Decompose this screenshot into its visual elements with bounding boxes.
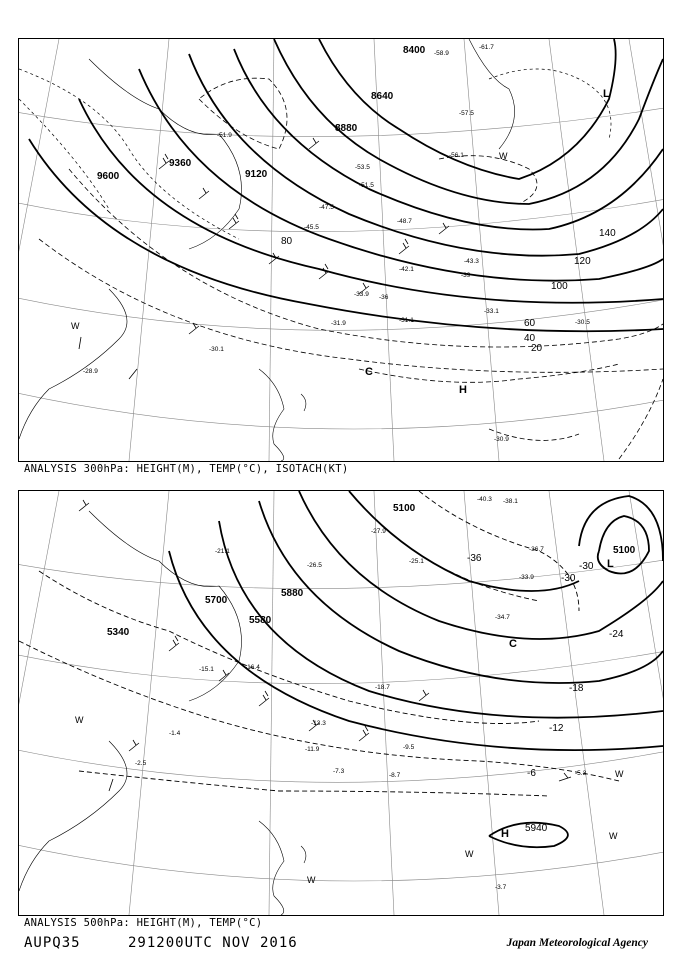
temp-value: -7.3 <box>333 768 345 775</box>
isotherm-label: -36 <box>467 553 482 564</box>
temp-value: -33.9 <box>354 291 369 298</box>
temp-value: -40.3 <box>477 496 492 503</box>
weather-mark: W <box>609 831 618 841</box>
temp-value: -8.7 <box>389 772 401 779</box>
temp-value: -31.1 <box>399 317 414 324</box>
isotach-label: 100 <box>551 281 568 292</box>
temp-value: -9.5 <box>403 744 415 751</box>
temp-value: -11.9 <box>305 746 320 753</box>
map-500hpa-svg <box>19 491 663 915</box>
height-label: 8640 <box>371 91 394 102</box>
height-label: 8880 <box>335 123 358 134</box>
temp-value: -56.1 <box>449 152 464 159</box>
temp-value: -61.7 <box>479 44 494 51</box>
weather-mark: W <box>71 321 80 331</box>
isotach-label: 20 <box>531 343 543 354</box>
cold-center-marker: C <box>365 366 373 378</box>
low-center-marker: L <box>603 88 610 100</box>
isotherm-label: -30 <box>561 573 576 584</box>
temp-value: -51.5 <box>359 182 374 189</box>
isotach-label: 40 <box>524 333 536 344</box>
temp-value: -2.5 <box>135 760 147 767</box>
height-label: 9360 <box>169 158 192 169</box>
height-label: 5700 <box>205 595 228 606</box>
temp-value: -1.4 <box>169 730 181 737</box>
temp-value: -53.5 <box>355 164 370 171</box>
temp-value: -30.9 <box>494 436 509 443</box>
temp-value: -31.9 <box>331 320 346 327</box>
temp-value: -34.7 <box>495 614 510 621</box>
temp-value: -42.1 <box>399 266 414 273</box>
isotherm-label: -6 <box>527 768 536 779</box>
agency-name: Japan Meteorological Agency <box>506 937 648 949</box>
temp-value: -39 <box>461 272 471 279</box>
height-label: 5880 <box>281 588 304 599</box>
height-label: 8400 <box>403 45 426 56</box>
weather-mark: W <box>75 715 84 725</box>
graticule <box>19 39 663 461</box>
temp-value: -58.9 <box>434 50 449 57</box>
low-center-marker: L <box>607 558 614 570</box>
temp-value: -13.3 <box>311 720 326 727</box>
isotach-label: 120 <box>574 256 591 267</box>
temp-value: -48.7 <box>397 218 412 225</box>
temp-value: -30.1 <box>209 346 224 353</box>
high-center-marker: H <box>501 828 509 840</box>
temp-value: -15.1 <box>199 666 214 673</box>
weather-mark: W <box>465 849 474 859</box>
isotach-contours <box>39 78 663 459</box>
product-code: AUPQ35 <box>24 935 81 951</box>
height-label: 5100 <box>613 545 636 556</box>
height-label: 5580 <box>249 615 272 626</box>
isotherm-label: -24 <box>609 629 624 640</box>
map-panel-300hpa <box>18 38 664 462</box>
weather-mark: W <box>615 769 624 779</box>
height-label: 5940 <box>525 823 548 834</box>
isotach-label: 140 <box>599 228 616 239</box>
height-label: 9120 <box>245 169 268 180</box>
isotherm-label: -18 <box>569 683 584 694</box>
height-contours <box>169 491 663 847</box>
temp-value: -38.1 <box>503 498 518 505</box>
temp-value: -28.9 <box>83 368 98 375</box>
temp-value: -36 <box>379 294 389 301</box>
map-panel-500hpa <box>18 490 664 916</box>
temp-value: -16.4 <box>245 664 260 671</box>
temp-value: -26.5 <box>307 562 322 569</box>
temp-value: -57.5 <box>459 110 474 117</box>
isotherm-label: -30 <box>579 561 594 572</box>
temp-value: -47.5 <box>319 204 334 211</box>
temp-value: -25.1 <box>409 558 424 565</box>
coastlines <box>19 39 515 461</box>
temp-value: -51.9 <box>217 132 232 139</box>
map-300hpa-svg <box>19 39 663 461</box>
high-center-marker: H <box>459 384 467 396</box>
isotherm-contours <box>19 69 611 239</box>
temp-value: -33.9 <box>519 574 534 581</box>
panel-caption-500hpa: ANALYSIS 500hPa: HEIGHT(M), TEMP(°C) <box>24 917 263 929</box>
height-label: 9600 <box>97 171 120 182</box>
isotach-label: 80 <box>281 236 293 247</box>
temp-value: -43.3 <box>464 258 479 265</box>
temp-value: -30.5 <box>575 319 590 326</box>
height-label: 5340 <box>107 627 130 638</box>
isotach-label: 60 <box>524 318 536 329</box>
temp-value: -5.3 <box>575 770 587 777</box>
weather-mark: W <box>499 151 508 161</box>
temp-value: -27.9 <box>371 528 386 535</box>
cold-center-marker: C <box>509 638 517 650</box>
temp-value: -33.1 <box>484 308 499 315</box>
height-label: 5100 <box>393 503 416 514</box>
temp-value: -3.7 <box>495 884 507 891</box>
temp-value: -45.5 <box>304 224 319 231</box>
panel-caption-300hpa: ANALYSIS 300hPa: HEIGHT(M), TEMP(°C), ISOTACH(KT) <box>24 463 349 475</box>
weather-mark: W <box>307 875 316 885</box>
temp-value: -18.7 <box>375 684 390 691</box>
valid-time: 291200UTC NOV 2016 <box>128 935 298 951</box>
isotherm-label: -12 <box>549 723 564 734</box>
temp-value: -21.1 <box>215 548 230 555</box>
temp-value: -36.7 <box>529 546 544 553</box>
